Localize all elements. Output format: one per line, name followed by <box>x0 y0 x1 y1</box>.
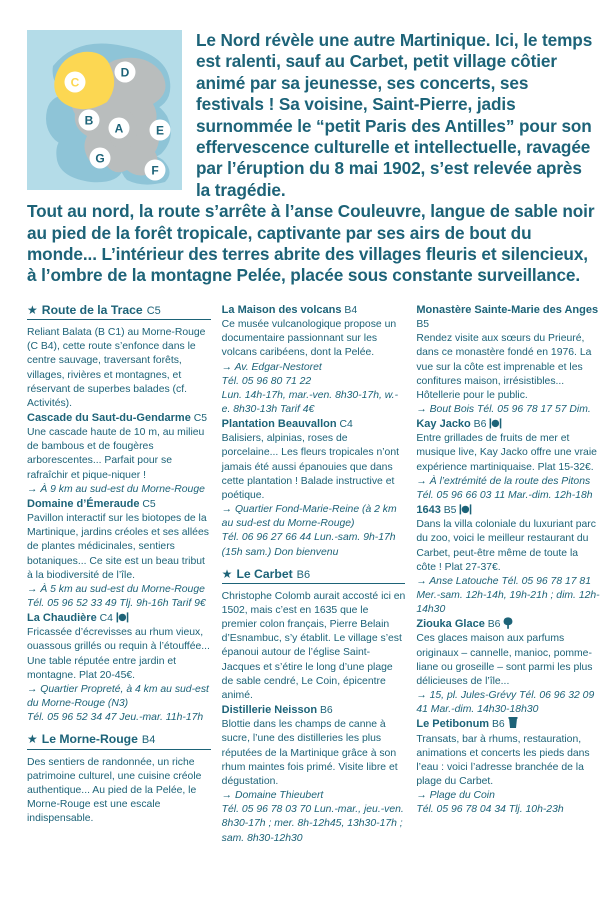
svg-text:C: C <box>70 75 80 90</box>
poi-body: Distillerie Neisson B6 Blottie dans les champs de canne à sucre, l’une des distilleries les plus réputées de la Martinique grâce à son rhum maintes fois primé. Visite libre et dégustation. <box>221 704 398 787</box>
svg-text:F: F <box>151 163 159 178</box>
section-body: Des sentiers de randonnée, un riche patrimoine culturel, une cuisine créole authentique... Au pied de la Pelée, le Morne-Rouge est une escale indispensable. <box>27 756 202 825</box>
arrow-icon: → <box>221 790 233 802</box>
restaurant-icon <box>489 418 502 429</box>
section-title: Route de la Trace <box>41 302 143 317</box>
poi-info-line: Mer.-sam. 12h-14h, 19h-21h ; dim. 12h-14h30 <box>416 590 600 616</box>
restaurant-icon <box>459 504 472 515</box>
poi-info-line: → Bout Bois Tél. 05 96 78 17 57 Dim. <box>416 403 591 415</box>
poi-body: Cascade du Saut-du-Gendarme C5 Une cascade haute de 10 m, au milieu de bambous et de fougères arborescentes... Parfait pour se rafraîchir et pique-niquer ! <box>27 411 208 481</box>
svg-text:D: D <box>120 65 130 80</box>
ice-cream-icon <box>503 617 513 629</box>
poi-info-line: Tél. 05 96 78 03 70 Lun.-mar., jeu.-ven. 8h30-17h ; mer. 8h-12h45, 13h30-17h ; sam. 8h30-12h30 <box>221 804 404 844</box>
poi-title[interactable]: Plantation Beauvallon <box>221 418 337 431</box>
section-block <box>27 732 211 826</box>
poi-title[interactable]: La Maison des volcans <box>221 303 342 316</box>
poi-info-line: → Anse Latouche Tél. 05 96 78 17 81 <box>416 575 591 587</box>
poi-entry <box>416 503 600 617</box>
poi-info-line: → Plage du Coin <box>416 790 495 802</box>
arrow-icon: → <box>416 475 427 487</box>
section-header[interactable] <box>27 732 211 749</box>
poi-entry <box>222 303 406 417</box>
poi-info-line: Lun. 14h-17h, mar.-ven. 8h30-17h, w.-e. 8h30-13h Tarif 4€ <box>221 389 399 415</box>
arrow-icon: → <box>27 683 38 695</box>
poi-title[interactable]: Distillerie Neisson <box>221 704 318 717</box>
section-block <box>27 303 211 411</box>
arrow-icon: → <box>221 361 233 373</box>
section-body: Christophe Colomb aurait accosté ici en 1502, mais c’est en 1635 que le premier colon français, Pierre Belain d’Esnambuc, s’y établit. Le village s’est épanoui autour de l’église Saint-Jacques et s’étire le long d’une plage de sable cendré, Le Coin, épicentre animé. <box>221 590 406 701</box>
section-body: Reliant Balata (B C1) au Morne-Rouge (C B4), cette route s’enfonce dans le centre sauvage, traversant forêts, villages, rivières et montagnes, et réservant de superbes balades (cf. Activités). <box>27 327 206 409</box>
intro-paragraph: Le Nord révèle une autre Martinique. Ici, le temps est ralenti, sauf au Carbet, petit village côtier animé par sa jeunesse, ses concerts, ses festivals ! Sa voisine, Saint-Pierre, jadis surnommée le “petit Paris des Antilles” pour son effervescence culturelle et intellectuelle, ravagée par l’éruption du 8 mai 1902, s’est relevée après la tragédie. <box>196 30 593 200</box>
poi-body: Plantation Beauvallon C4 Balisiers, alpinias, roses de porcelaine... Les fleurs tropicales n’ont jamais été aussi épanouies que dans cette plantation ! Balade instructive et poétique. <box>221 418 399 501</box>
poi-grid-ref: B6 <box>319 705 333 717</box>
arrow-icon: → <box>416 575 427 587</box>
drink-icon <box>508 717 518 729</box>
arrow-icon: → <box>416 403 427 415</box>
poi-body: Domaine d’Émeraude C5 Pavillon interactif sur les biotopes de la Martinique, jardins créoles et ses allées de plantes médicinales, sentiers botaniques... Ce site est un beau tribut à la biodiversité de l’île. <box>27 497 209 581</box>
poi-grid-ref: B5 <box>443 505 457 517</box>
section-block <box>222 567 406 703</box>
section-header[interactable] <box>27 303 211 320</box>
poi-entry <box>27 497 211 611</box>
poi-body: Kay Jacko B6 Entre grillades de fruits de mer et musique live, Kay Jacko offre une vraie expérience martiniquaise. Plat 15-32€. <box>416 418 597 473</box>
poi-grid-ref: C5 <box>142 498 156 510</box>
poi-entry <box>416 617 600 717</box>
arrow-icon: → <box>416 790 427 802</box>
content-columns <box>0 287 614 846</box>
section-grid-ref: B4 <box>141 734 156 747</box>
poi-body: Ziouka Glace B6 Ces glaces maison aux parfums originaux – cannelle, manioc, pomme-liane ou groseille – sont parmi les plus délicieuses de l’île... <box>416 618 593 687</box>
poi-entry <box>416 717 600 817</box>
svg-text:G: G <box>95 151 105 166</box>
poi-title[interactable]: Ziouka Glace <box>416 618 485 631</box>
map-graphic <box>27 30 182 190</box>
poi-entry <box>416 417 600 503</box>
star-icon: ★ <box>221 566 233 581</box>
svg-text:A: A <box>114 121 124 136</box>
poi-info-line: → 15, pl. Jules-Grévy Tél. 06 96 32 09 41 Mar.-dim. 14h30-18h30 <box>416 690 595 716</box>
poi-grid-ref: B6 <box>473 419 487 431</box>
poi-title[interactable]: La Chaudière <box>27 612 97 625</box>
column-2 <box>222 303 406 846</box>
poi-title[interactable]: Cascade du Saut-du-Gendarme <box>27 411 191 424</box>
page-header <box>0 0 614 201</box>
section-header[interactable] <box>222 567 406 584</box>
poi-entry <box>27 611 211 725</box>
poi-body: La Chaudière C4 Fricassée d’écrevisses au rhum vieux, ouassous grillés ou requin à l’étouffée... Une table réputée entre jardin et montagne. Plat 20-45€. <box>27 612 210 681</box>
poi-info-line: → Av. Edgar-Nestoret <box>221 361 322 373</box>
poi-body: Le Petibonum B6 Transats, bar à rhums, restauration, animations et concerts les pieds dans l’eau : voici l’adresse branchée de la plage du Carbet. <box>416 718 590 788</box>
svg-text:B: B <box>84 113 94 128</box>
poi-info-line: Tél. 05 96 78 04 34 Tlj. 10h-23h <box>416 804 564 816</box>
column-3 <box>416 303 600 846</box>
region-map[interactable] <box>27 30 182 190</box>
poi-title[interactable]: Domaine d’Émeraude <box>27 497 140 510</box>
poi-grid-ref: C5 <box>193 412 208 424</box>
poi-info-line: → À 9 km au sud-est du Morne-Rouge <box>27 483 205 495</box>
poi-info-line: Tél. 05 96 52 33 49 Tlj. 9h-16h Tarif 9€ <box>27 598 206 609</box>
poi-title[interactable]: Kay Jacko <box>416 418 471 431</box>
poi-info-line: → Quartier Propreté, à 4 km au sud-est du Morne-Rouge (N3) <box>27 683 209 710</box>
poi-info-line: → À 5 km au sud-est du Morne-Rouge <box>27 583 205 595</box>
section-grid-ref: C5 <box>146 304 161 317</box>
intro-continuation: Tout au nord, la route s’arrête à l’anse Couleuvre, langue de sable noir au pied de la forêt tropicale, captivante par ses airs de bout du monde... L’intérieur des terres abrite des villages fleuris et silencieux, à l’ombre de la montagne Pelée, placée sous constante surveillance. <box>27 201 595 286</box>
poi-info-line: → À l’extrémité de la route des Pitons <box>416 475 591 487</box>
poi-body: La Maison des volcans B4 Ce musée vulcanologique propose un documentaire passionnant sur les volcans caribéens, dont la Pelée. <box>221 303 397 359</box>
poi-entry <box>27 411 211 497</box>
poi-info-line: → Domaine Thieubert <box>221 790 324 802</box>
poi-grid-ref: B5 <box>416 319 430 331</box>
star-icon: ★ <box>27 302 38 317</box>
star-icon: ★ <box>27 732 38 747</box>
poi-title[interactable]: 1643 <box>416 504 441 517</box>
poi-grid-ref: B4 <box>344 304 358 316</box>
poi-body: 1643 B5 Dans la villa coloniale du luxuriant parc du zoo, voici le meilleur restaurant du Carbet, peut-être même de toute la côte ! Plat 27-37€. <box>416 504 596 573</box>
poi-title[interactable]: Le Petibonum <box>416 718 490 731</box>
restaurant-icon <box>116 612 129 623</box>
poi-info-line: Tél. 06 96 27 66 44 Lun.-sam. 9h-17h (15h sam.) Don bienvenu <box>221 532 396 558</box>
poi-grid-ref: C4 <box>99 613 113 625</box>
poi-grid-ref: C4 <box>339 419 353 431</box>
poi-entry <box>416 303 600 417</box>
arrow-icon: → <box>27 483 38 495</box>
poi-entry <box>222 703 406 846</box>
poi-grid-ref: B6 <box>491 719 505 731</box>
section-title: Le Morne-Rouge <box>41 732 138 747</box>
section-grid-ref: B6 <box>296 568 311 581</box>
poi-info-line: Tél. 05 96 52 34 47 Jeu.-mar. 11h-17h <box>27 712 204 724</box>
poi-info-line: → Quartier Fond-Marie-Reine (à 2 km au sud-est du Morne-Rouge) <box>221 504 397 530</box>
poi-title[interactable]: Monastère Sainte-Marie des Anges <box>416 303 599 316</box>
poi-info-line: Tél. 05 96 66 03 11 Mar.-dim. 12h-18h <box>416 489 593 501</box>
arrow-icon: → <box>416 690 427 702</box>
svg-text:E: E <box>155 123 165 138</box>
poi-entry <box>222 417 406 560</box>
arrow-icon: → <box>221 504 233 516</box>
poi-grid-ref: B6 <box>487 619 501 631</box>
poi-info-line: Tél. 05 96 80 71 22 <box>221 375 312 387</box>
section-title: Le Carbet <box>236 566 293 581</box>
arrow-icon: → <box>27 583 38 595</box>
column-1 <box>27 303 211 846</box>
poi-body: Monastère Sainte-Marie des Anges B5 Rendez visite aux sœurs du Prieuré, dans ce monastère fondé en 1976. La vue sur la côte est imprenable et les confitures maison, irrésistibles... Hôtellerie pour le public. <box>416 303 599 401</box>
